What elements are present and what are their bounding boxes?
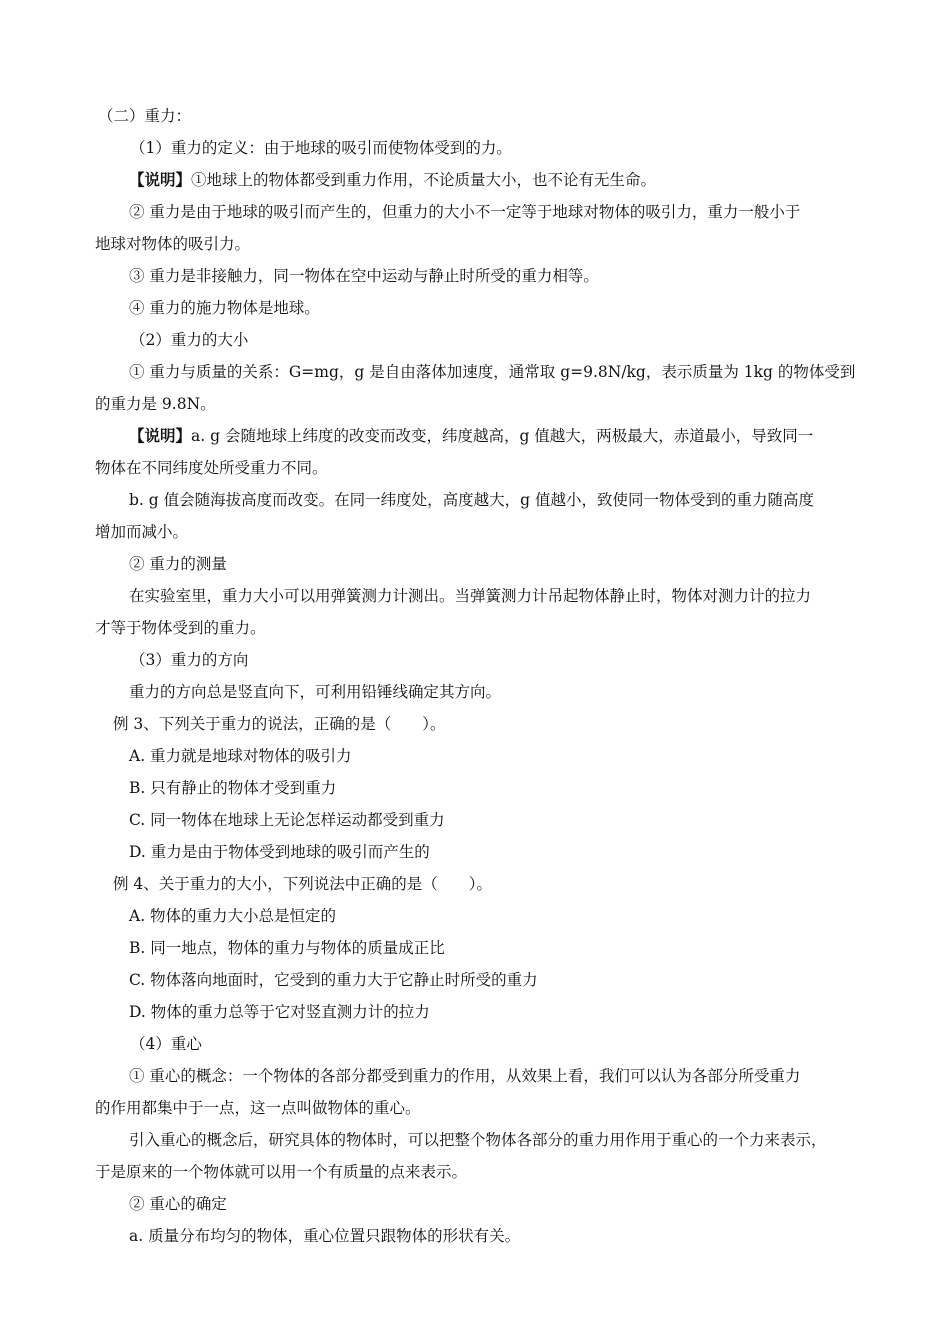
- cog-a: a. 质量分布均匀的物体，重心位置只跟物体的形状有关。: [129, 1227, 521, 1245]
- example-3-option-c: C. 同一物体在地球上无论怎样运动都受到重力: [129, 811, 445, 829]
- measure-line-2: 才等于物体受到的重力。: [95, 619, 266, 637]
- note-3: ③ 重力是非接触力，同一物体在空中运动与静止时所受的重力相等。: [129, 267, 599, 285]
- direction-text: 重力的方向总是竖直向下，可利用铅锤线确定其方向。: [129, 683, 502, 701]
- cog-1-line-1: ① 重心的概念：一个物体的各部分都受到重力的作用，从效果上看，我们可以认为各部分所受重力: [129, 1067, 801, 1085]
- example-4-option-d: D. 物体的重力总等于它对竖直测力计的拉力: [129, 1003, 430, 1021]
- example-4-option-a: A. 物体的重力大小总是恒定的: [129, 907, 337, 925]
- note-text: a. g 会随地球上纬度的改变而改变，纬度越高，g 值越大，两极最大，赤道最小，导致同一: [191, 427, 814, 445]
- section-title: （二）重力：: [98, 107, 192, 125]
- direction-heading: （3）重力的方向: [130, 651, 249, 669]
- size-1-line-2: 的重力是 9.8N。: [95, 395, 216, 413]
- note-5-line-2: 物体在不同纬度处所受重力不同。: [95, 459, 328, 477]
- example-3-option-b: B. 只有静止的物体才受到重力: [129, 779, 337, 797]
- example-4-question: 例 4、关于重力的大小，下列说法中正确的是（ ）。: [113, 875, 493, 893]
- note-4: ④ 重力的施力物体是地球。: [129, 299, 320, 317]
- measure-heading: ② 重力的测量: [129, 555, 227, 573]
- cog-1-line-2: 的作用都集中于一点，这一点叫做物体的重心。: [95, 1099, 421, 1117]
- example-3-option-a: A. 重力就是地球对物体的吸引力: [129, 747, 352, 765]
- note-2-line-2: 地球对物体的吸引力。: [95, 235, 251, 253]
- note-text: ①地球上的物体都受到重力作用，不论质量大小，也不论有无生命。: [191, 171, 657, 189]
- cog-2-line-1: 引入重心的概念后，研究具体的物体时，可以把整个物体各部分的重力用作用于重心的一个力来表示，: [129, 1131, 827, 1149]
- size-1-line-1: ① 重力与质量的关系：G=mg，g 是自由落体加速度，通常取 g=9.8N/kg，表示质量为 1kg 的物体受到: [129, 363, 856, 381]
- definition-heading: （1）重力的定义：由于地球的吸引而使物体受到的力。: [130, 139, 512, 157]
- note-5-line-1: [129, 426, 813, 446]
- note-tag: 【说明】: [129, 170, 192, 189]
- example-4-option-b: B. 同一地点，物体的重力与物体的质量成正比: [129, 939, 445, 957]
- example-3-option-d: D. 重力是由于物体受到地球的吸引而产生的: [129, 843, 430, 861]
- note-6-line-1: b. g 值会随海拔高度而改变。在同一纬度处，高度越大，g 值越小，致使同一物体受到的重力随高度: [129, 491, 814, 509]
- cog-determine-heading: ② 重心的确定: [129, 1195, 227, 1213]
- cog-heading: （4）重心: [130, 1035, 202, 1053]
- note-6-line-2: 增加而减小。: [95, 523, 189, 541]
- example-3-question: 例 3、下列关于重力的说法，正确的是（ ）。: [113, 715, 446, 733]
- size-heading: （2）重力的大小: [130, 331, 249, 349]
- note-2-line-1: ② 重力是由于地球的吸引而产生的，但重力的大小不一定等于地球对物体的吸引力，重力一般小于: [129, 203, 801, 221]
- note-1: [129, 170, 656, 190]
- example-4-option-c: C. 物体落向地面时，它受到的重力大于它静止时所受的重力: [129, 971, 538, 989]
- measure-line-1: 在实验室里，重力大小可以用弹簧测力计测出。当弹簧测力计吊起物体静止时，物体对测力计的拉力: [129, 587, 812, 605]
- note-tag: 【说明】: [129, 426, 192, 445]
- cog-2-line-2: 于是原来的一个物体就可以用一个有质量的点来表示。: [95, 1163, 468, 1181]
